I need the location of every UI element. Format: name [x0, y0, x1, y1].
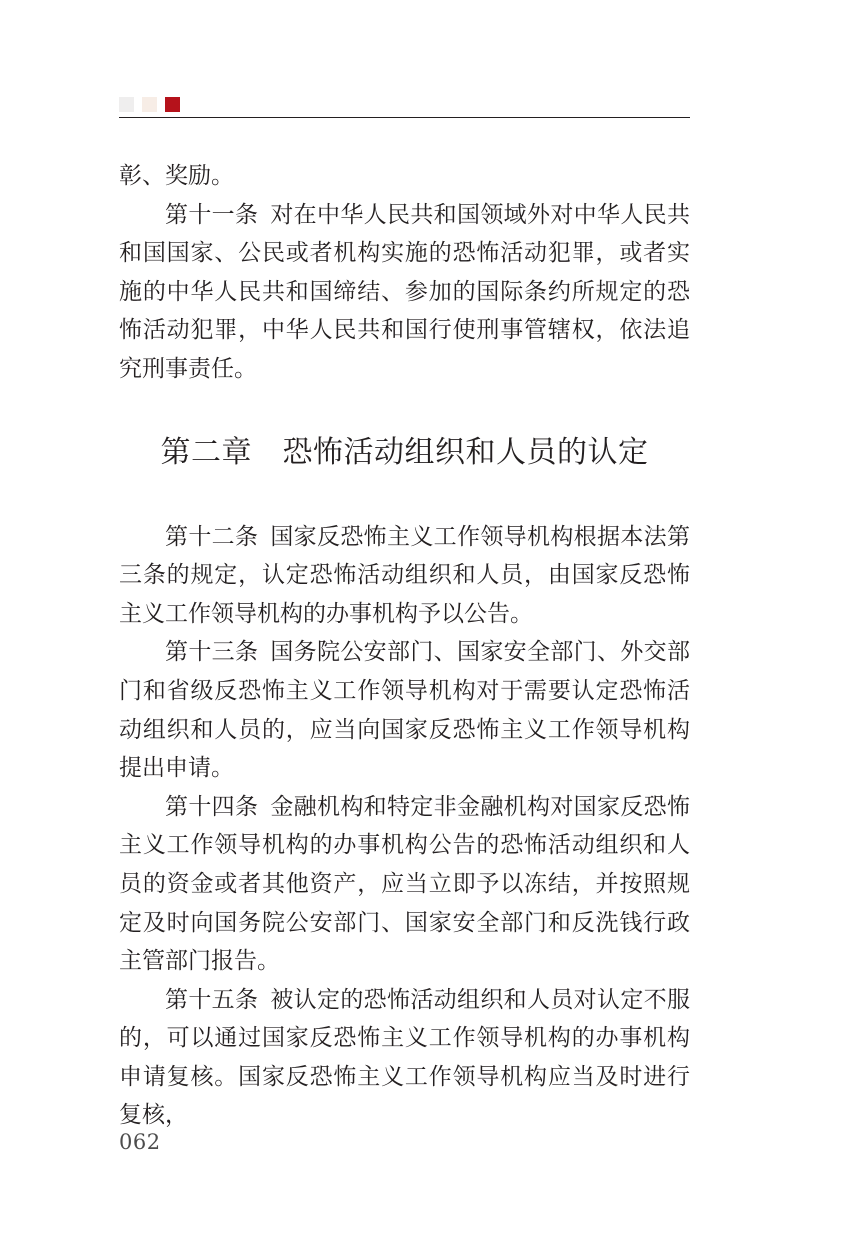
header-rule	[119, 117, 690, 118]
article-number: 第十五条	[165, 986, 259, 1013]
paragraph-continuation	[119, 157, 690, 196]
article-number: 第十四条	[165, 793, 259, 820]
article-text: 国家反恐怖主义工作领导机构根据本法第三条的规定，认定恐怖活动组织和人员，由国家反恐怖主义工作领导机构的办事机构予以公告。	[119, 523, 691, 627]
header-decoration	[119, 97, 180, 112]
article-number: 第十一条	[165, 201, 259, 228]
page-number: 062	[119, 1130, 161, 1154]
page-body	[119, 157, 690, 1135]
header-square-light-gray	[119, 97, 134, 112]
header-square-light-pink	[142, 97, 157, 112]
paragraph-text: 彰、奖励。	[119, 163, 234, 189]
article-number: 第十二条	[165, 523, 259, 550]
article-text: 国务院公安部门、国家安全部门、外交部门和省级反恐怖主义工作领导机构对于需要认定恐怖活动组织和人员的，应当向国家反恐怖主义工作领导机构提出申请。	[119, 639, 691, 782]
article-15	[119, 981, 690, 1135]
article-text: 被认定的恐怖活动组织和人员对认定不服的，可以通过国家反恐怖主义工作领导机构的办事机构申请复核。国家反恐怖主义工作领导机构应当及时进行复核，	[119, 986, 691, 1129]
article-number: 第十三条	[165, 639, 259, 666]
chapter-title: 第二章 恐怖活动组织和人员的认定	[160, 434, 649, 470]
article-text: 对在中华人民共和国领域外对中华人民共和国国家、公民或者机构实施的恐怖活动犯罪，或者实施的中华人民共和国缔结、参加的国际条约所规定的恐怖活动犯罪，中华人民共和国行使刑事管辖权，依法追究刑事责任。	[119, 201, 691, 382]
article-12	[119, 518, 690, 634]
article-13	[119, 633, 690, 787]
article-14	[119, 788, 690, 981]
article-11	[119, 196, 690, 389]
article-text: 金融机构和特定非金融机构对国家反恐怖主义工作领导机构的办事机构公告的恐怖活动组织和人员的资金或者其他资产，应当立即予以冻结，并按照规定及时向国务院公安部门、国家安全部门和反洗钱行政主管部门报告。	[119, 793, 691, 975]
header-square-red	[165, 97, 180, 112]
